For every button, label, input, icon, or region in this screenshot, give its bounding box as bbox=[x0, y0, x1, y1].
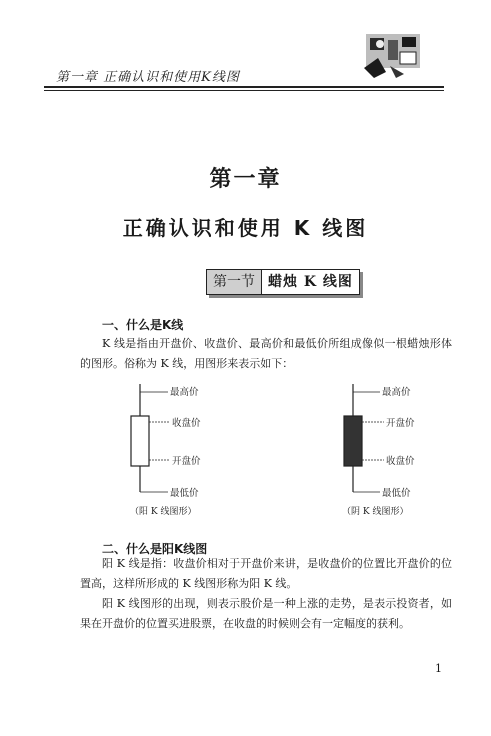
section-title: 蜡烛 K 线图 bbox=[262, 270, 359, 294]
paragraph: 阳 K 线是指：收盘价相对于开盘价来讲，是收盘价的位置比开盘价的位置高，这样所形成的 K 线图形称为阳 K 线。 bbox=[80, 557, 452, 590]
subsection-heading: 二、什么是阳K线图 bbox=[102, 542, 208, 556]
caption-yin: （阴 K 线图形） bbox=[342, 507, 409, 517]
yin-candle bbox=[342, 384, 415, 517]
header-rule bbox=[44, 86, 444, 88]
header-ornament-illustration bbox=[360, 28, 426, 80]
caption-yang: （阳 K 线图形） bbox=[130, 507, 197, 517]
chapter-title: 正确认识和使用 K 线图 bbox=[122, 216, 369, 240]
header-rule-thin bbox=[44, 90, 444, 91]
paragraph: 阳 K 线图形的出现，则表示股价是一种上涨的走势，是表示投资者，如果在开盘价的位置买进股票，在收盘的时候则会有一定幅度的获利。 bbox=[80, 597, 452, 630]
label-close-right: 收盘价 bbox=[386, 456, 415, 467]
paragraph: K 线是指由开盘价、收盘价、最高价和最低价所组成像似一根蜡烛形体的图形。俗称为 K 线，用图形来表示如下： bbox=[80, 337, 452, 370]
label-high-right: 最高价 bbox=[382, 387, 411, 398]
page-number: 1 bbox=[435, 662, 442, 675]
label-low-right: 最低价 bbox=[382, 488, 411, 499]
running-header: 第一章 正确认识和使用K线图 bbox=[56, 70, 240, 85]
label-high-left: 最高价 bbox=[170, 387, 199, 398]
section-title-box bbox=[206, 269, 360, 295]
label-low-left: 最低价 bbox=[170, 488, 199, 499]
candlestick-diagram bbox=[100, 376, 420, 526]
label-open-right: 开盘价 bbox=[386, 418, 415, 429]
label-open-left: 开盘价 bbox=[172, 456, 201, 467]
yang-candle bbox=[130, 384, 201, 517]
label-close-left: 收盘价 bbox=[172, 418, 201, 429]
section-number: 第一节 bbox=[207, 270, 262, 294]
subsection-heading: 一、什么是K线 bbox=[102, 318, 184, 332]
chapter-number: 第一章 bbox=[209, 167, 282, 192]
